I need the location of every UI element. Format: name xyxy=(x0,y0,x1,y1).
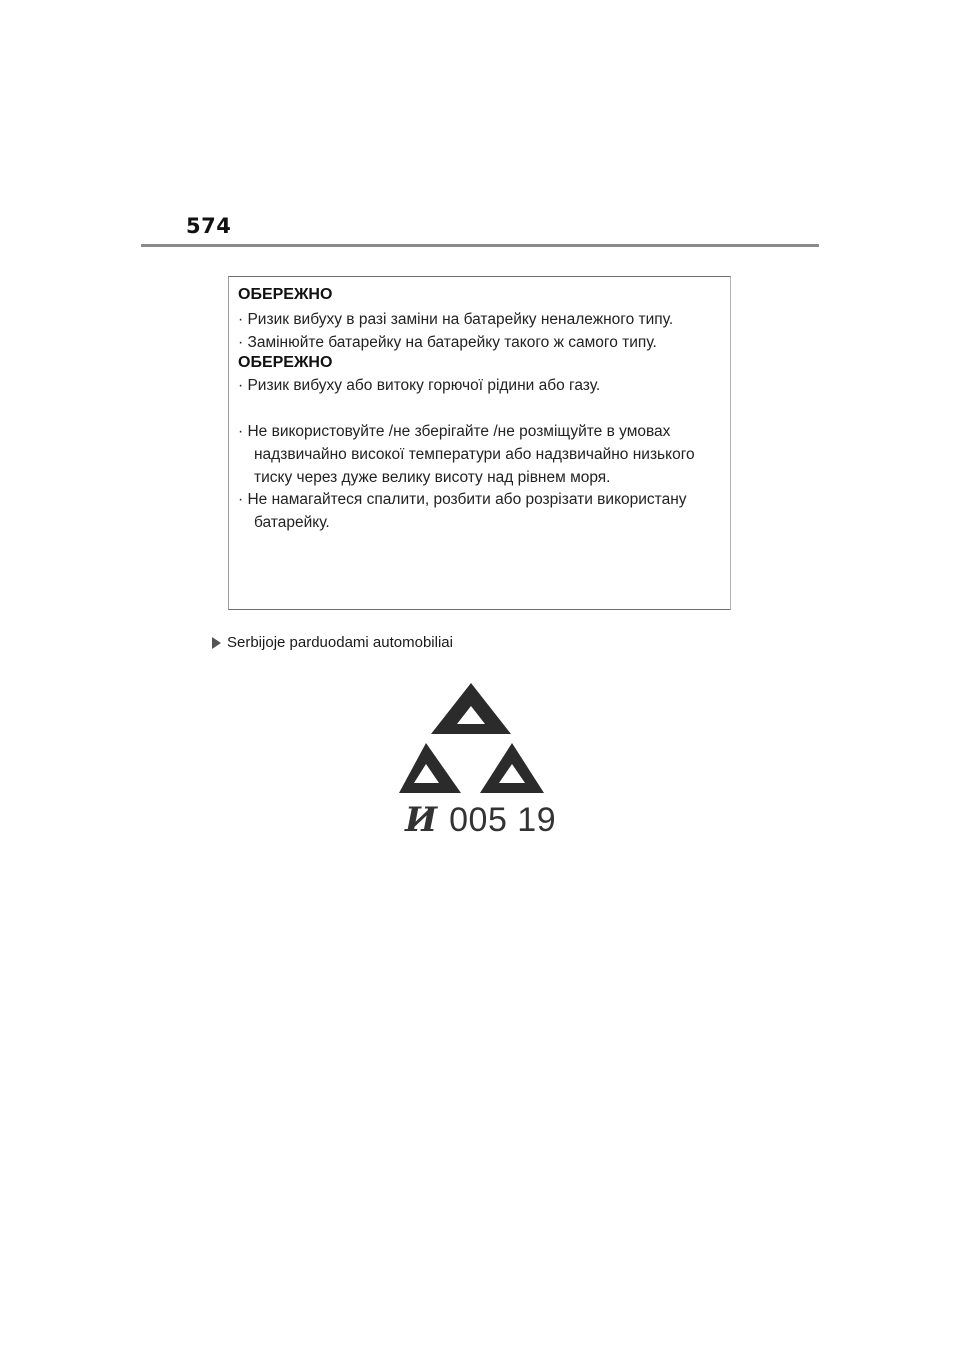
warning-line-1: · Ризик вибуху в разі заміни на батарейку неналежного типу. xyxy=(238,311,674,328)
warning-line-7: · Не намагайтеся спалити, розбити або розрізати використану xyxy=(238,491,687,508)
certification-prefix: И xyxy=(405,800,438,840)
warning-line-6: тиску через дуже велику висоту над рівнем моря. xyxy=(254,469,611,486)
warning-line-2: · Замінюйте батарейку на батарейку такого ж самого типу. xyxy=(238,334,657,351)
section-heading xyxy=(212,634,453,651)
triangle-right-icon xyxy=(212,637,221,649)
section-heading-label: Serbijoje parduodami automobiliai xyxy=(227,634,453,651)
page-number: 574 xyxy=(186,214,232,238)
warning-heading-2: ОБЕРЕЖНО xyxy=(238,354,333,371)
warning-box xyxy=(228,276,731,610)
warning-line-4: · Не використовуйте /не зберігайте /не розміщуйте в умовах xyxy=(238,423,671,440)
certification-code xyxy=(405,800,556,840)
three-triangles-mark-icon xyxy=(396,680,546,800)
warning-heading-1: ОБЕРЕЖНО xyxy=(238,286,333,303)
certification-number: 005 19 xyxy=(449,801,557,839)
warning-line-3: · Ризик вибуху або витоку горючої рідини або газу. xyxy=(238,377,601,394)
warning-line-8: батарейку. xyxy=(254,514,330,531)
warning-line-5: надзвичайно високої температури або надзвичайно низького xyxy=(254,446,695,463)
header-divider xyxy=(141,244,819,247)
